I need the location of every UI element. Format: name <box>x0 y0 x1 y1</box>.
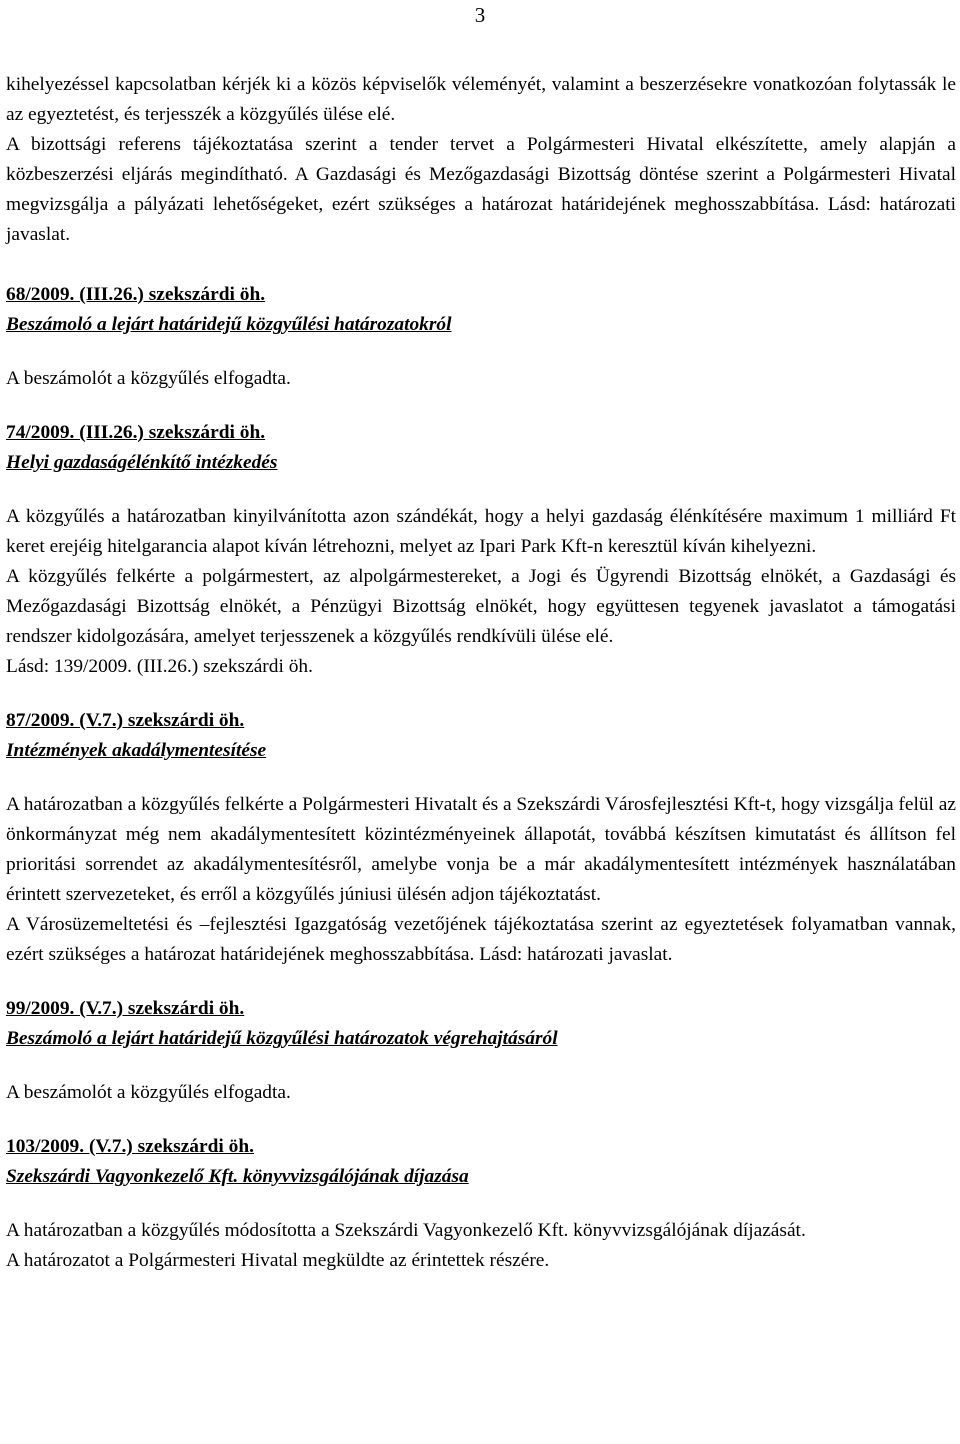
resolution-number: 68/2009. (III.26.) szekszárdi öh. <box>6 284 266 305</box>
intro-paragraph-2: A bizottsági referens tájékoztatása szerint a tender tervet a Polgármesteri Hivatal elkészítette, amely alapján a közbeszerzési eljárás megindítható. A Gazdasági és Mezőgazdasági Bizottság döntése szerint a Polgármesteri Hivatal megvizsgálja a pályázati lehetőségeket, ezért szükséges a határozat határidejének meghosszabbítása. Lásd: határozati javaslat. <box>6 134 956 245</box>
page-number: 3 <box>474 3 486 27</box>
resolution-number: 99/2009. (V.7.) szekszárdi öh. <box>6 998 245 1019</box>
resolution-text: A beszámolót a közgyűlés elfogadta. <box>6 1082 291 1103</box>
resolution-title: Intézmények akadálymentesítése <box>6 740 267 761</box>
resolution-title: Helyi gazdaságélénkítő intézkedés <box>6 452 278 473</box>
resolution-title: Szekszárdi Vagyonkezelő Kft. könyvvizsgálójának díjazása <box>6 1166 469 1187</box>
resolution-title: Beszámoló a lejárt határidejű közgyűlési határozatok végrehajtásáról <box>6 1028 558 1049</box>
resolution-paragraph-1: A közgyűlés a határozatban kinyilvánította azon szándékát, hogy a helyi gazdaság élénkítésére maximum 1 milliárd Ft keret erejéig hitelgarancia alapot kíván létrehozni, melyet az Ipari Park Kft-n keresztül kíván kihelyezni. <box>6 506 956 557</box>
resolution-reference: Lásd: 139/2009. (III.26.) szekszárdi öh. <box>6 656 313 677</box>
resolution-paragraph-1: A határozatban a közgyűlés felkérte a Polgármesteri Hivatalt és a Szekszárdi Városfejlesztési Kft-t, hogy vizsgálja felül az önkormányzat még nem akadálymentesített közintézményeinek állapotát, továbbá készítsen kimutatást és állítson fel prioritási sorrendet az akadálymentesítésről, amelybe vonja be a már akadálymentesített intézmények használatában érintett szervezeteket, és erről a közgyűlés júniusi ülésén adjon tájékoztatást. <box>6 794 956 905</box>
resolution-number: 74/2009. (III.26.) szekszárdi öh. <box>6 422 266 443</box>
resolution-text: A beszámolót a közgyűlés elfogadta. <box>6 368 291 389</box>
resolution-74-2009 <box>6 418 956 682</box>
resolution-title: Beszámoló a lejárt határidejű közgyűlési határozatokról <box>6 314 452 335</box>
resolution-paragraph-1: A határozatban a közgyűlés módosította a Szekszárdi Vagyonkezelő Kft. könyvvizsgálójának díjazását. <box>6 1220 806 1241</box>
resolution-paragraph-2: A határozatot a Polgármesteri Hivatal megküldte az érintettek részére. <box>6 1250 550 1271</box>
resolution-number: 87/2009. (V.7.) szekszárdi öh. <box>6 710 245 731</box>
resolution-number: 103/2009. (V.7.) szekszárdi öh. <box>6 1136 254 1157</box>
resolution-paragraph-2: A Városüzemeltetési és –fejlesztési Igazgatóság vezetőjének tájékoztatása szerint az egyeztetések folyamatban vannak, ezért szükséges a határozat határidejének meghosszabbítása. Lásd: határozati javaslat. <box>6 914 956 965</box>
resolution-103-2009 <box>6 1132 956 1276</box>
resolution-87-2009 <box>6 706 956 970</box>
document-body <box>6 70 956 1276</box>
resolution-68-2009 <box>6 280 956 394</box>
intro-paragraph-1: kihelyezéssel kapcsolatban kérjék ki a közös képviselők véleményét, valamint a beszerzésekre vonatkozóan folytassák le az egyeztetést, és terjesszék a közgyűlés ülése elé. <box>6 74 956 125</box>
resolution-paragraph-2: A közgyűlés felkérte a polgármestert, az alpolgármestereket, a Jogi és Ügyrendi Bizottság elnökét, a Gazdasági és Mezőgazdasági Bizottság elnökét, a Pénzügyi Bizottság elnökét, hogy együttesen tegyenek javaslatot a támogatási rendszer kidolgozására, amelyet terjesszenek a közgyűlés rendkívüli ülése elé. <box>6 566 956 647</box>
resolution-99-2009 <box>6 994 956 1108</box>
